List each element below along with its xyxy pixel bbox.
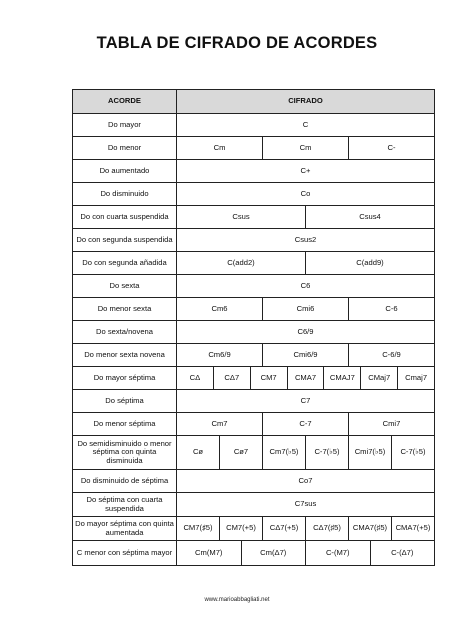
acorde-cell: Do séptima — [73, 390, 177, 412]
cifrado-cell: C6 — [300, 280, 311, 290]
acorde-cell: Do con cuarta suspendida — [73, 206, 177, 228]
table-row — [73, 493, 434, 517]
table-row — [73, 206, 434, 229]
table-row — [73, 137, 434, 160]
cifrado-cell: CΔ — [177, 367, 214, 389]
cifrado-cell: Cmi6/9 — [263, 344, 349, 366]
cifrado-cell: Cm7(♭5) — [263, 436, 306, 469]
cifrado-cell: C(add2) — [177, 252, 306, 274]
acorde-cell: C menor con séptima mayor — [73, 541, 177, 565]
table-row — [73, 517, 434, 541]
cifrado-cell: CM7 — [251, 367, 288, 389]
table-row — [73, 344, 434, 367]
cifrado-cell: CMA7(♯5) — [349, 517, 392, 540]
cifrado-cell: Cmi6 — [263, 298, 349, 320]
table-header-row — [73, 90, 434, 114]
cifrado-cell: Cm7 — [177, 413, 263, 435]
page-title: TABLA DE CIFRADO DE ACORDES — [96, 34, 378, 52]
cifrado-cell: Csus2 — [294, 234, 317, 244]
table-row — [73, 321, 434, 344]
cifrado-cell: CMAJ7 — [324, 367, 361, 389]
cifrado-cell: Co — [300, 188, 311, 198]
footer-url: www.marioabbagliati.net — [204, 597, 270, 603]
cifrado-cell: Cm — [177, 137, 263, 159]
cifrado-cell: C-(M7) — [306, 541, 371, 565]
cifrado-cell: C7 — [300, 395, 311, 405]
cifrado-cell: CM7(♯5) — [177, 517, 220, 540]
table-row — [73, 229, 434, 252]
cifrado-cell: Cm(M7) — [177, 541, 242, 565]
cifrado-cell: C-(Δ7) — [391, 547, 414, 557]
acorde-cell: Do semidisminuido o menor séptima con quinta disminuida — [73, 436, 177, 469]
cifrado-cell: C-7 — [263, 413, 349, 435]
cifrado-cell: Cm6/9 — [177, 344, 263, 366]
cifrado-cell: C-6/9 — [382, 349, 401, 359]
cifrado-cell: C- — [387, 142, 396, 152]
acorde-cell: Do sexta — [73, 275, 177, 297]
cifrado-cell: CMA7 — [288, 367, 325, 389]
header-cifrado: CIFRADO — [288, 96, 323, 106]
cifrado-cell: Cmi7 — [382, 418, 401, 428]
cifrado-cell: CΔ7 — [214, 367, 251, 389]
cifrado-cell: CΔ7(+5) — [263, 517, 306, 540]
table-row — [73, 298, 434, 321]
cifrado-cell: C — [302, 119, 309, 129]
acorde-cell: Do con segunda añadida — [73, 252, 177, 274]
acorde-cell: Do disminuido de séptima — [73, 470, 177, 492]
table-row — [73, 541, 434, 565]
cifrado-cell: Cm — [263, 137, 349, 159]
table-row — [73, 160, 434, 183]
cifrado-cell: CΔ7(♯5) — [306, 517, 349, 540]
cifrado-cell: Csus — [177, 206, 306, 228]
table-row — [73, 390, 434, 413]
table-row — [73, 275, 434, 298]
cifrado-cell: Cmaj7 — [405, 372, 428, 382]
cifrado-cell: Cmi7(♭5) — [349, 436, 392, 469]
cifrado-cell: Cm6 — [177, 298, 263, 320]
acorde-cell: Do con segunda suspendida — [73, 229, 177, 251]
chord-table — [72, 89, 435, 566]
cifrado-cell: CMA7(+5) — [395, 523, 431, 533]
cifrado-cell: C7sus — [294, 499, 317, 509]
acorde-cell: Do menor sexta — [73, 298, 177, 320]
cifrado-cell: Cm(Δ7) — [242, 541, 307, 565]
acorde-cell: Do menor — [73, 137, 177, 159]
table-row — [73, 252, 434, 275]
cifrado-cell: C6/9 — [297, 326, 314, 336]
table-row — [73, 470, 434, 493]
cifrado-cell: Cø7 — [220, 436, 263, 469]
acorde-cell: Do mayor — [73, 114, 177, 136]
acorde-cell: Do menor séptima — [73, 413, 177, 435]
table-row — [73, 114, 434, 137]
cifrado-cell: CM7(+5) — [220, 517, 263, 540]
acorde-cell: Do séptima con cuarta suspendida — [73, 493, 177, 516]
acorde-cell: Do menor sexta novena — [73, 344, 177, 366]
acorde-cell: Do disminuido — [73, 183, 177, 205]
cifrado-cell: C(add9) — [356, 257, 384, 267]
cifrado-cell: Co7 — [298, 475, 313, 485]
cifrado-cell: Cø — [177, 436, 220, 469]
cifrado-cell: Csus4 — [359, 211, 381, 221]
table-row — [73, 367, 434, 390]
acorde-cell: Do aumentado — [73, 160, 177, 182]
cifrado-cell: C-6 — [385, 303, 398, 313]
acorde-cell: Do mayor séptima con quinta aumentada — [73, 517, 177, 540]
cifrado-cell: C-7(♭5) — [400, 447, 426, 457]
cifrado-cell: C-7(♭5) — [306, 436, 349, 469]
acorde-cell: Do mayor séptima — [73, 367, 177, 389]
cifrado-cell: C+ — [300, 165, 311, 175]
table-row — [73, 183, 434, 206]
table-row — [73, 413, 434, 436]
acorde-cell: Do sexta/novena — [73, 321, 177, 343]
header-acorde: ACORDE — [73, 90, 177, 113]
table-row — [73, 436, 434, 470]
cifrado-cell: CMaj7 — [361, 367, 398, 389]
